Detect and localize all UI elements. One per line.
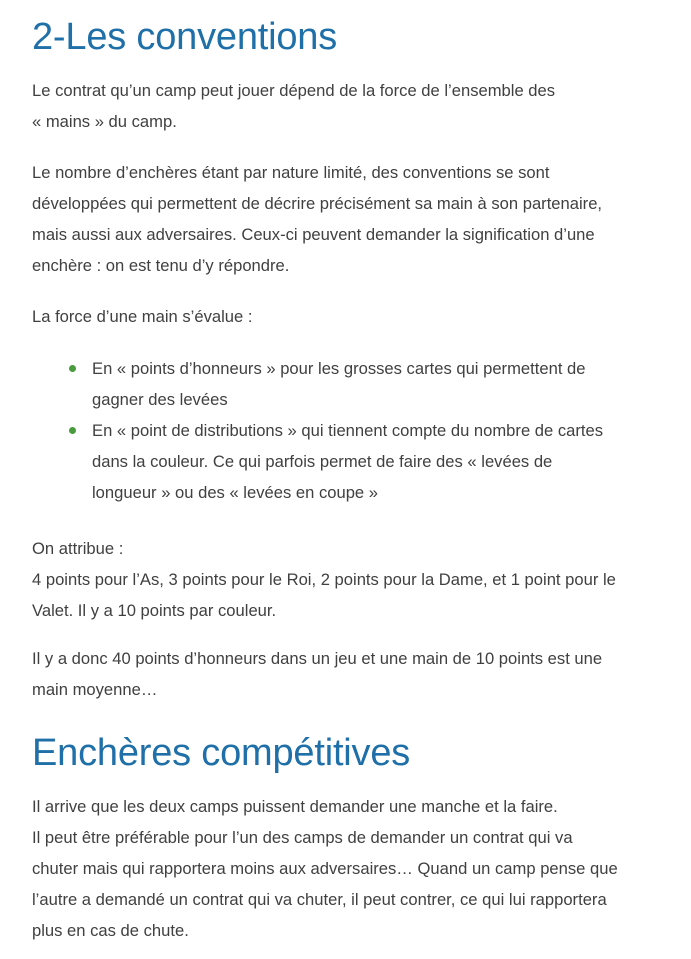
text-line: enchère : on est tenu d’y répondre. — [32, 256, 290, 275]
paragraph-contract — [32, 75, 672, 137]
text-line: La force d’une main s’évalue : — [32, 307, 253, 326]
text-line: dans la couleur. Ce qui parfois permet de faire des « levées de — [92, 452, 553, 471]
text-line: Il peut être préférable pour l’un des camps de demander un contrat qui va — [32, 828, 573, 847]
list-item — [32, 415, 672, 508]
text-line: En « point de distributions » qui tiennent compte du nombre de cartes — [92, 421, 604, 440]
text-line: plus en cas de chute. — [32, 921, 189, 940]
text-line: « mains » du camp. — [32, 112, 177, 131]
text-line: Il y a donc 40 points d’honneurs dans un jeu et une main de 10 points est une — [32, 649, 603, 668]
text-line: main moyenne… — [32, 680, 158, 699]
text-line: l’autre a demandé un contrat qui va chuter, il peut contrer, ce qui lui rapportera — [32, 890, 607, 909]
section-title-competitive-bidding: Enchères compétitives — [32, 732, 411, 774]
bullet-list — [32, 353, 672, 508]
text-line: chuter mais qui rapportera moins aux adversaires… Quand un camp pense que — [32, 859, 618, 878]
section-title-conventions: 2-Les conventions — [32, 16, 338, 58]
text-line: mais aussi aux adversaires. Ceux-ci peuvent demander la signification d’une — [32, 225, 595, 244]
paragraph-conventions — [32, 157, 672, 281]
paragraph-point-values — [32, 533, 672, 626]
text-line: Le nombre d’enchères étant par nature limité, des conventions se sont — [32, 163, 550, 182]
bullet-dot-icon — [69, 365, 76, 372]
text-line: Valet. Il y a 10 points par couleur. — [32, 601, 277, 620]
paragraph-competitive — [32, 791, 672, 946]
text-line: Il arrive que les deux camps puissent demander une manche et la faire. — [32, 797, 558, 816]
bullet-dot-icon — [69, 427, 76, 434]
text-line: longueur » ou des « levées en coupe » — [92, 483, 378, 502]
text-line: développées qui permettent de décrire précisément sa main à son partenaire, — [32, 194, 603, 213]
text-line: gagner des levées — [92, 390, 228, 409]
paragraph-total-points — [32, 643, 672, 705]
text-line: En « points d’honneurs » pour les grosses cartes qui permettent de — [92, 359, 586, 378]
paragraph-hand-strength — [32, 301, 672, 332]
text-line: Le contrat qu’un camp peut jouer dépend de la force de l’ensemble des — [32, 81, 556, 100]
text-line: On attribue : — [32, 539, 124, 558]
list-item — [32, 353, 672, 415]
text-line: 4 points pour l’As, 3 points pour le Roi, 2 points pour la Dame, et 1 point pour le — [32, 570, 616, 589]
